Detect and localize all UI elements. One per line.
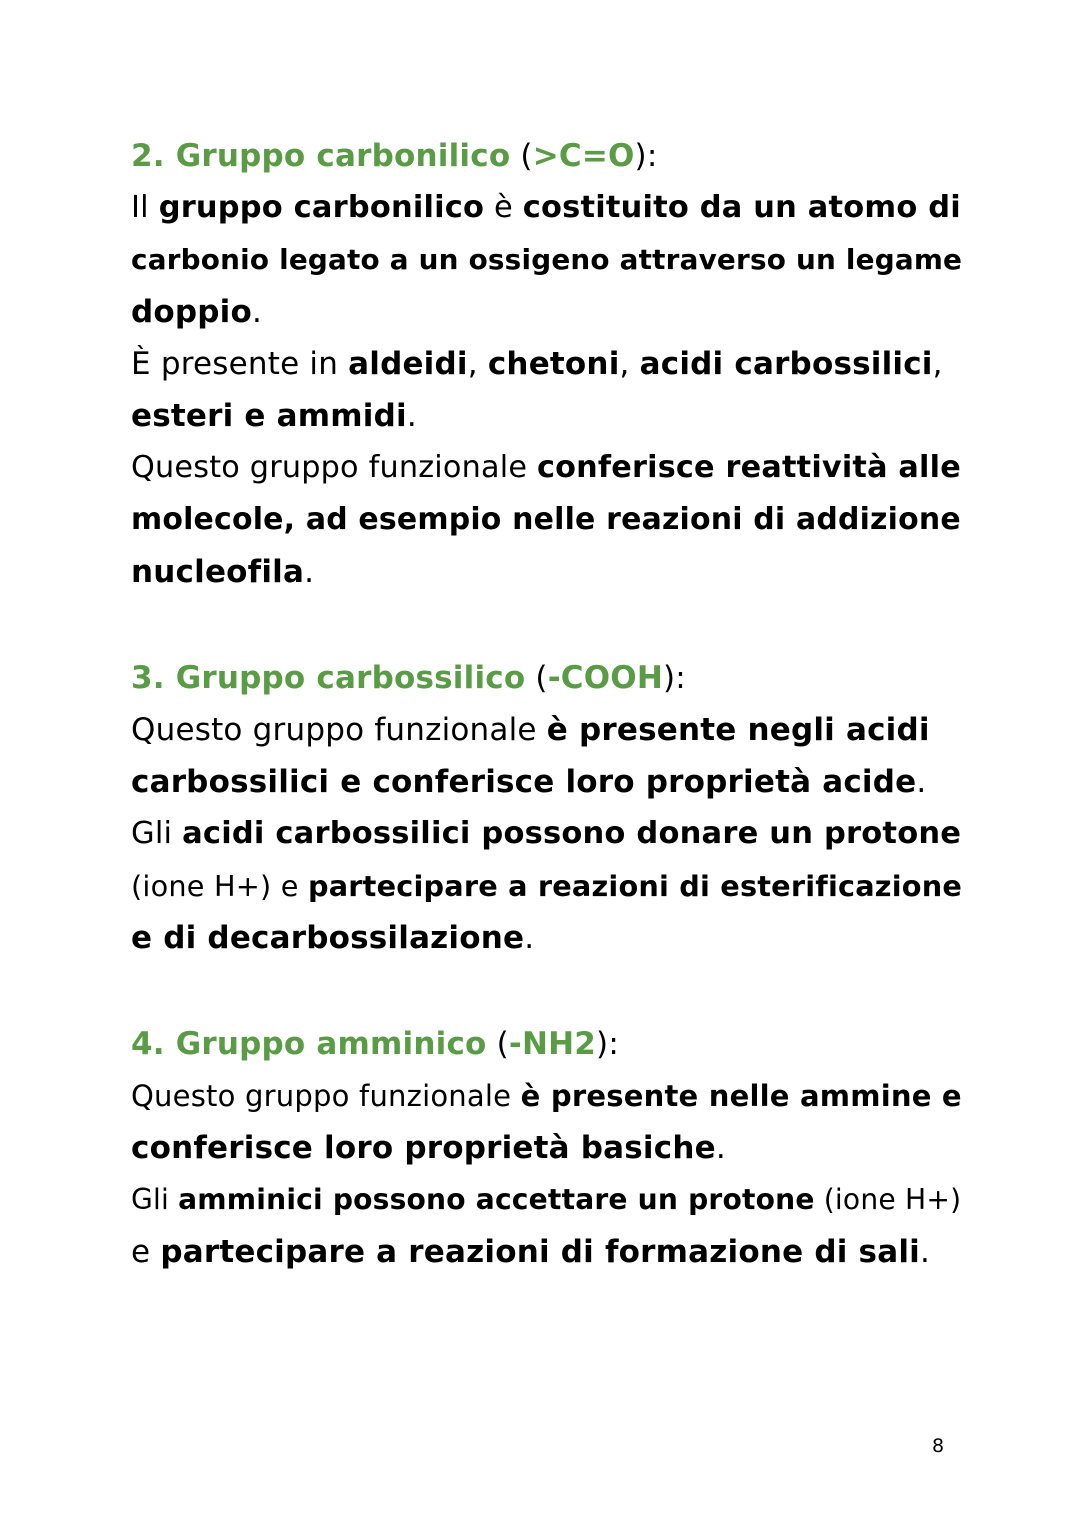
text-run: . <box>406 398 417 434</box>
heading-close-paren: ): <box>663 660 686 696</box>
section-title: Gruppo carbossilico <box>175 660 526 696</box>
section-number: 3. <box>131 660 165 696</box>
text-run: (ione H+) e <box>131 869 308 903</box>
chemical-formula: >C=O <box>532 138 635 174</box>
section-number: 4. <box>131 1026 165 1062</box>
section-heading <box>131 658 686 698</box>
text-run-bold: gruppo carbonilico <box>158 190 485 225</box>
paragraph-line <box>131 344 943 384</box>
paragraph-line <box>131 292 262 332</box>
chemical-formula: -NH2 <box>508 1026 597 1062</box>
text-run: e <box>131 1234 161 1270</box>
section-number: 2. <box>131 138 165 174</box>
section-title: Gruppo amminico <box>175 1026 487 1062</box>
text-run: È presente in <box>131 346 349 382</box>
text-run-bold: partecipare a reazioni di formazione di sali <box>160 1234 920 1270</box>
text-run-bold: chetoni <box>487 346 620 382</box>
text-run: . <box>715 1130 726 1166</box>
text-run-bold: è presente nelle ammine e <box>520 1079 962 1113</box>
text-run: , <box>619 346 640 382</box>
paragraph-line <box>131 500 961 540</box>
text-run-bold: molecole, ad esempio nelle reazioni di addizione <box>131 502 961 537</box>
heading-close-paren: ): <box>634 138 658 174</box>
text-run: . <box>524 920 535 956</box>
page-number: 8 <box>932 1435 945 1457</box>
text-run: Questo gruppo funzionale <box>131 712 547 748</box>
paragraph-line <box>131 710 930 750</box>
text-run: Questo gruppo funzionale <box>131 1079 521 1113</box>
text-run-bold: conferisce loro proprietà basiche <box>131 1130 716 1166</box>
text-run-bold: amminici possono accettare un protone <box>178 1183 815 1216</box>
text-run-bold: è presente negli acidi <box>546 712 930 748</box>
text-run-bold: carbossilici e conferisce loro proprietà acide <box>131 764 917 800</box>
text-run: Gli <box>131 816 183 851</box>
heading-open-paren: ( <box>510 138 533 174</box>
text-run-bold: e di decarbossilazione <box>131 920 525 956</box>
paragraph-line <box>131 396 417 436</box>
paragraph-line <box>131 762 926 802</box>
text-run: . <box>304 554 315 590</box>
section-heading <box>131 136 658 176</box>
text-run: (ione H+) <box>814 1183 962 1216</box>
paragraph-line <box>131 240 962 280</box>
text-run: Gli <box>131 1183 179 1216</box>
text-run-bold: acidi carbossilici possono donare un protone <box>182 816 962 851</box>
text-run: Questo gruppo funzionale <box>131 450 538 485</box>
chemical-formula: -COOH <box>547 660 663 696</box>
text-run: . <box>916 764 927 800</box>
paragraph-line <box>131 1076 962 1116</box>
paragraph-line <box>131 866 962 906</box>
paragraph-line <box>131 188 961 228</box>
paragraph-line <box>131 552 314 592</box>
text-run: . <box>919 1234 931 1270</box>
paragraph-line <box>131 918 534 958</box>
section-title: Gruppo carbonilico <box>175 138 511 174</box>
text-run-bold: partecipare a reazioni di esterificazione <box>307 869 963 903</box>
text-run-bold: costituito da un atomo di <box>522 190 961 225</box>
paragraph-line <box>131 448 961 488</box>
text-run-bold: esteri e ammidi <box>131 398 407 434</box>
text-run-bold: acidi carbossilici <box>639 346 933 382</box>
text-run: . <box>252 294 263 330</box>
section-heading <box>131 1024 619 1064</box>
paragraph-line <box>131 1128 726 1168</box>
heading-close-paren: ): <box>596 1026 619 1062</box>
text-run: , <box>932 346 943 382</box>
text-run-bold: conferisce reattività alle <box>537 450 961 485</box>
text-run-bold: aldeidi <box>348 346 468 382</box>
text-run-bold: nucleofila <box>131 554 305 590</box>
text-run: Il <box>131 190 159 225</box>
text-run: , <box>467 346 488 382</box>
heading-open-paren: ( <box>525 660 548 696</box>
paragraph-line <box>131 1232 930 1272</box>
text-run: è <box>484 190 523 225</box>
paragraph-line <box>131 814 961 854</box>
heading-open-paren: ( <box>486 1026 509 1062</box>
text-run-bold: doppio <box>131 294 252 330</box>
text-run-bold: carbonio legato a un ossigeno attraverso un legame <box>131 243 963 276</box>
paragraph-line <box>131 1180 961 1220</box>
